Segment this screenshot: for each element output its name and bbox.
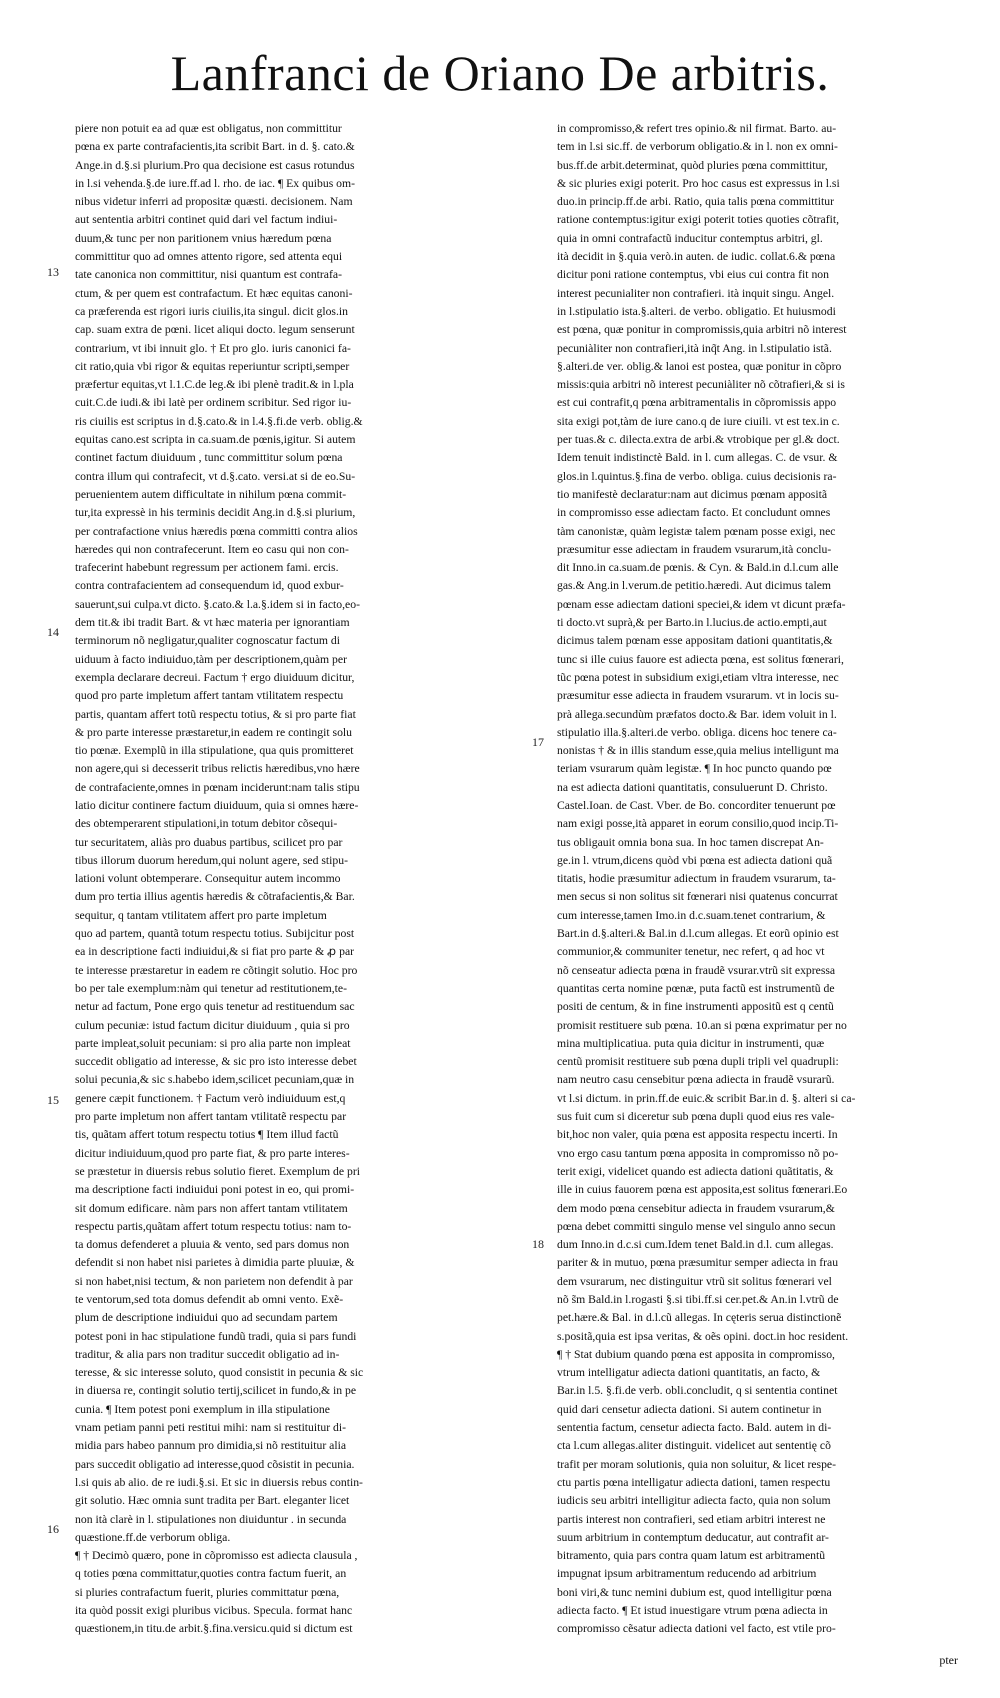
text-line: pœna ex parte contrafacientis,ita scribit Bart. in d. §. cato.&: [75, 140, 355, 154]
text-line: plum de descriptione indiuidui quo ad secundam partem: [75, 1311, 338, 1325]
text-line: latio dicitur continere factum diuiduum, quia si omnes hære-: [75, 798, 359, 812]
text-line: hæredes qui non contrafecerunt. Item eo casu qui non con-: [75, 542, 349, 556]
text-line: ratione contemptus:igitur exigi poterit toties quoties cõtrafit,: [557, 213, 840, 227]
text-line: pro parte impletum non affert tantam vtilitatẽ respectu par: [75, 1110, 347, 1124]
margin-number-17: 17: [532, 735, 544, 749]
text-line: sententia factum, censetur adiecta facto. Bald. autem in di-: [557, 1421, 832, 1435]
text-line: nõ s̃m Bald.in l.rogasti §.si tibi.ff.si cer.pet.& An.in l.vtrũ de: [557, 1293, 839, 1306]
text-line: dicitur poni ratione contemptus, vbi eius cui contra fit non: [557, 268, 829, 282]
text-line: si pluries contrafactum fuerit, pluries committatur pœna,: [75, 1585, 340, 1599]
text-line: partis, quantam affert totũ respectu totius, & si pro parte fiat: [75, 707, 356, 721]
text-line: Ange.in d.§.si plurium.Pro qua decisione est casus rotundus: [75, 158, 355, 172]
text-line: quæstionem,in titu.de arbit.§.fina.versicu.quid si dictum est: [75, 1622, 353, 1636]
text-line: trafit per moram solutionis, quia non soluitur, & licet respe-: [557, 1457, 836, 1471]
text-line: nam neutro casu censebitur pœna adiecta in fraudẽ vsurarũ.: [557, 1073, 835, 1087]
text-line: nõ censeatur adiecta pœna in fraudẽ vsurar.vtrũ sit expressa: [557, 963, 836, 977]
text-line: vt l.si dictum. in prin.ff.de euic.& scribit Bar.in d. §. alteri si ca-: [557, 1091, 856, 1105]
text-line: ca præferenda est rigori iuris ciuilis,ita singul. dicit glos.in: [75, 304, 348, 318]
text-line: continet factum diuiduum , tunc committitur solum pœna: [75, 451, 343, 465]
text-line: tis, quãtam affert totum respectu totius ¶ Item illud factũ: [75, 1128, 339, 1142]
text-line: nibus videtur inferri ad propositæ quæsti. decisionem. Nam: [75, 195, 353, 209]
text-line: quo ad partem, quantã totum respectu totius. Subijcitur post: [75, 927, 355, 941]
text-line: interest pecunialiter non contrafieri. ità inquit singu. Angel.: [557, 286, 835, 300]
text-line: quantitas certa nomine pœnæ, puta factũ est instrumentũ de: [557, 981, 835, 995]
text-line: tur securitatem, aliàs pro duabus partibus, scilicet pro par: [75, 835, 343, 849]
text-line: tem in l.si sic.ff. de verborum obligatio.& in l. non ex omni-: [557, 140, 838, 154]
text-line: contra illum qui contrafecit, vt d.§.cato. versi.at si de eo.Su-: [75, 469, 356, 483]
text-line: centũ promisit restituere sub pœna dupli tripli vel quadrupli:: [557, 1055, 839, 1069]
text-line: est cui contrafit,q pœna arbitramentalis in cõpromissis appo: [557, 396, 837, 410]
text-line: dem vsurarum, nec distinguitur vtrũ sit solitus fœnerari vel: [557, 1274, 832, 1288]
text-line: compromisso cẽsatur adiecta dationi vel facto, est vtile pro-: [557, 1622, 836, 1636]
text-line: ità decidit in §.quia verò.in auten. de iudic. collat.6.& pœna: [557, 250, 836, 264]
text-line: impugnat ipsum arbitramentum reducendo ad arbitrium: [557, 1567, 817, 1581]
text-line: & pro parte interesse præstaretur,in eadem re contingit solu: [75, 725, 353, 739]
text-line: titatis, hodie præsumitur adiectum in fraudem vsurarum, ta-: [557, 872, 836, 886]
text-line: defendit si non habet nisi parietes à dimidia parte pluuiæ, &: [75, 1256, 355, 1270]
text-line: ris ciuilis est scriptus in d.§.cato.& in l.4.§.fi.de verb. oblig.&: [75, 414, 363, 428]
text-line: ctu partis pœna intelligatur adiecta dationi, tamen respectu: [557, 1475, 831, 1489]
text-line: cum interesse,tamen Imo.in d.c.suam.tenet contrarium, &: [557, 908, 826, 922]
text-line: exempla declarare decreui. Factum † ergo diuiduum dicitur,: [75, 670, 355, 684]
text-line: se præstetur in diuersis rebus solutio fieret. Exemplum de pri: [75, 1164, 360, 1178]
text-line: ¶ † Stat dubium quando pœna est apposita in compromisso,: [557, 1347, 835, 1361]
text-line: genere cæpit functionem. † Factum verò indiuiduum est,q: [75, 1091, 346, 1105]
text-line: aut sententia arbitri continet quid dari vel factum indiui-: [75, 213, 338, 227]
text-line: promisit restituere sub pœna. 10.an si pœna exprimatur per no: [557, 1018, 847, 1032]
text-line: ma descriptione facti indiuidui poni potest in eo, qui promi-: [75, 1183, 355, 1197]
text-line: teresse, & sic interesse soluto, quod consistit in pecunia & sic: [75, 1366, 364, 1380]
text-line: q toties pœna committatur,quoties contra factum fuerit, an: [75, 1567, 347, 1581]
text-line: pœnam esse adiectam dationi speciei,& idem vt dicunt præfa-: [557, 597, 846, 611]
text-line: cit ratio,quia vbi rigor & equitas reperiuntur scripti,semper: [75, 359, 350, 373]
text-line: in diuersa re, contingit solutio tertij,scilicet in fundo,& in pe: [75, 1384, 357, 1398]
text-line: stipulatio illa.§.alteri.de verbo. obliga. dicens hoc tenere ca-: [557, 725, 837, 739]
text-line: des obtemperarent stipulationi,in totum debitor cõsequi-: [75, 817, 338, 831]
text-line: ille in cuius fauorem pœna est apposita,est solitus fœnerari.Eo: [557, 1183, 848, 1197]
text-line: §.alteri.de ver. oblig.& lanoi est postea, quæ ponitur in cõpro: [557, 359, 842, 373]
text-line: trafecerint habebunt regressum per actionem fami. ercis.: [75, 561, 339, 575]
text-line: quid dari censetur adiecta dationi. Si autem continetur in: [557, 1402, 822, 1416]
text-line: na est adiecta dationi quantitatis, consuluerunt D. Christo.: [557, 780, 828, 794]
text-line: duo.in princip.ff.de arbi. Ratio, quia talis pœna committitur: [557, 195, 834, 209]
text-line: sequitur, q tantam vtilitatem affert pro parte impletum: [75, 908, 327, 922]
text-line: in compromisso esse adiectam facto. Et concludunt omnes: [557, 506, 831, 520]
text-line: pet.hære.& Bal. in d.l.cũ allegas. In cęteris serua distinctionẽ: [557, 1311, 842, 1325]
text-line: tàm canonistæ, quàm legistæ talem pœnam posse exigi, nec: [557, 524, 836, 538]
text-line: tur,ita expressè in his terminis decidit Ang.in d.§.si plurium,: [75, 506, 356, 520]
margin-number-18: 18: [532, 1237, 544, 1251]
text-line: communior,& communiter tenetur, nec refert, q ad hoc vt: [557, 945, 825, 959]
text-line: quæstione.ff.de verborum obliga.: [75, 1530, 231, 1544]
text-line: potest poni in hac stipulatione fundũ tradi, quia si pars fundi: [75, 1329, 357, 1343]
text-line: per contrafactione vnius hæredis pœna committi contra alios: [75, 524, 358, 538]
text-line: ctum, & per quem est contrafactum. Et hæc equitas canoni-: [75, 286, 353, 300]
text-line: dicitur indiuiduum,quod pro parte fiat, & pro parte interes-: [75, 1146, 350, 1160]
text-line: nonistas † & in illis standum esse,quia melius intelligunt ma: [557, 744, 839, 758]
text-line: tus obligauit omnia bona sua. In hoc tamen discrepat An-: [557, 835, 824, 849]
text-line: terit exigi, videlicet quando est adiecta dationi quãtitatis, &: [557, 1164, 834, 1178]
margin-number-15: 15: [47, 1093, 59, 1107]
text-line: culum pecuniæ: istud factum dicitur diuiduum , quia si pro: [75, 1018, 350, 1032]
text-line: dum pro tertia illius agentis hæredis & cõtrafacientis,& Bar.: [75, 890, 355, 904]
text-line: pecuniàliter non contrafieri,ità inq̃t Ang. in l.stipulatio istã.: [557, 341, 832, 355]
text-line: te interesse præstaretur in eadem re cõtingit solutio. Hoc pro: [75, 963, 358, 977]
text-line: Bar.in l.5. §.fi.de verb. obli.concludit, q si sententia continet: [557, 1384, 838, 1398]
text-line: ea in descriptione facti indiuidui,& si fiat pro parte & ꝓ par: [75, 945, 355, 959]
text-line: sita exigi pot,tàm de iure cano.q de iure ciuili. vt est tex.in c.: [557, 414, 840, 428]
margin-number-16: 16: [47, 1522, 59, 1536]
text-line: men secus si non solitus sit fœnerari nisi quatenus concurrat: [557, 890, 838, 904]
text-line: piere non potuit ea ad quæ est obligatus, non committitur: [75, 122, 342, 135]
text-line: equitas cano.est scripta in ca.suam.de pœnis,igitur. Si autem: [75, 433, 356, 447]
text-line: de contrafaciente,omnes in pœnam inciderunt:nam talis stipu: [75, 780, 360, 794]
text-line: sit domum edificare. nàm pars non affert tantam vtilitatem: [75, 1201, 348, 1215]
text-line: Castel.Ioan. de Cast. Vber. de Bo. concorditer tenuerunt pœ: [557, 798, 836, 812]
text-line: glos.in l.quintus.§.fina de verbo. obliga. cuius decisionis ra-: [557, 469, 837, 483]
text-line: cta l.cum allegas.aliter distinguit. videlicet aut sententię cõ: [557, 1439, 831, 1453]
text-line: præsumitur esse adiecta in fraudem vsurarum. vt in locis su-: [557, 689, 839, 703]
text-line: peruenientem autem difficultate in nihilum pœna commit-: [75, 487, 347, 501]
text-line: adiecta facto. ¶ Et istud inuestigare vtrum pœna adiecta in: [557, 1604, 828, 1618]
text-line: pariter & in mutuo, pœna præsumitur semper adiecta in frau: [557, 1256, 839, 1270]
text-line: succedit obligatio ad interesse, & sic pro isto interesse debet: [75, 1055, 357, 1069]
margin-number-14: 14: [47, 625, 59, 639]
text-line: prà allega.secundùm præfatos docto.& Bar. idem voluit in l.: [557, 707, 837, 721]
text-line: boni viri,& tunc nemini dubium est, quod intelligitur pœna: [557, 1585, 832, 1599]
text-line: ti docto.vt suprà,& per Barto.in l.lucius.de actio.empti,aut: [557, 616, 827, 630]
text-line: si non habet,nisi tectum, & non parietem non defendit à par: [75, 1274, 353, 1288]
text-line: tũc pœna potest in subsidium exigi,etiam vltra interesse, nec: [557, 670, 839, 684]
text-line: ¶ † Decimò quæro, pone in cõpromisso est adiecta clausula ,: [75, 1549, 358, 1563]
text-line: quod pro parte impletum affert tantam vtilitatem respectu: [75, 689, 344, 703]
left-text-column: [75, 120, 530, 1639]
right-text-column: [557, 120, 957, 1639]
text-line: vtrum intelligatur adiecta dationi quantitatis, an facto, &: [557, 1366, 821, 1380]
text-line: suum arbitrium in contemptum deducatur, aut contrafit ar-: [557, 1530, 829, 1544]
text-line: git solutio. Hæc omnia sunt tradita per Bart. eleganter licet: [75, 1494, 350, 1508]
text-line: ge.in l. vtrum,dicens quòd vbi pœna est adiecta dationi quã: [557, 853, 833, 867]
text-line: non ità clarè in l. stipulationes non diuiduntur . in secunda: [75, 1512, 347, 1526]
text-line: teriam vsurarum quàm legistæ. ¶ In hoc puncto quando pœ: [557, 762, 832, 776]
text-line: tunc si ille cuius fauore est adiecta pœna, est solitus fœnerari,: [557, 652, 844, 666]
text-line: cuit.C.de iudi.& ibi latè per ordinem scribitur. Sed rigor iu-: [75, 396, 352, 410]
text-line: in l.si vehenda.§.de iure.ff.ad l. rho. de iac. ¶ Ex quibus om-: [75, 176, 355, 190]
text-line: dit Inno.in ca.suam.de pœnis. & Cyn. & Bald.in d.l.cum alle: [557, 561, 839, 575]
text-line: contra contrafacientem ad consequendum id, quod exbur-: [75, 579, 344, 593]
text-line: respectu partis,quãtam affert totum respectu totius: nam to-: [75, 1219, 352, 1233]
text-line: per tuas.& c. dilecta.extra de arbi.& vtrobique per gl.& doct.: [557, 433, 840, 447]
text-line: dem tit.& ibi tradit Bart. & vt hæc materia per ignorantiam: [75, 616, 350, 630]
text-line: tio manifestè declaratur:nam aut dicimus pœnam appositã: [557, 487, 828, 501]
text-line: sus fuit cum si diceretur sub pœna dupli quod eius res vale-: [557, 1110, 835, 1124]
text-line: te ventorum,sed tota domus defendit ab omni vento. Exẽ-: [75, 1293, 344, 1306]
page-title: Lanfranci de Oriano De arbitris.: [170, 45, 830, 101]
text-line: ta domus defenderet a pluuia & vento, sed pars domus non: [75, 1238, 350, 1252]
text-line: contrarium, vt ibi innuit glo. † Et pro glo. iuris canonici fa-: [75, 341, 351, 355]
text-line: ita quòd possit exigi pluribus vicibus. Specula. format hanc: [75, 1604, 353, 1618]
text-line: terminorum nõ negligatur,qualiter cognoscatur factum di: [75, 634, 341, 648]
text-line: præfertur equitas,vt l.1.C.de leg.& ibi plenè tradit.& in l.pla: [75, 378, 354, 392]
text-line: vno ergo casu tantum pœna apposita in compromisso nõ po-: [557, 1146, 839, 1160]
text-line: netur ad factum, Pone ergo quis tenetur ad restituendum sac: [75, 1000, 355, 1014]
text-line: vnam petiam panni peti restitui mihi: nam si restituitur di-: [75, 1421, 347, 1435]
text-line: non agere,qui si decesserit tribus relictis hæredibus,vno hære: [75, 762, 360, 776]
text-line: quia in omni contrafactũ inducitur contemptus arbitri, gl.: [557, 231, 823, 245]
text-line: parte impleat,soluit pecuniam: si pro alia parte non impleat: [75, 1036, 351, 1050]
text-line: cap. suam extra de pœni. licet aliqui docto. legum senserunt: [75, 323, 355, 337]
text-line: pars succedit obligatio ad interesse,quod cõsistit in pecunia.: [75, 1457, 355, 1471]
text-line: præsumitur esse adiectam in fraudem vsurarum,ità conclu-: [557, 542, 832, 556]
text-line: partis interest non contrafieri, sed etiam arbitri interest ne: [557, 1512, 826, 1526]
text-line: tio pœnæ. Exemplũ in illa stipulatione, qua quis promitteret: [75, 744, 354, 758]
text-line: nam exigi posse,ità apparet in eorum consilio,quod incip.Ti-: [557, 817, 839, 831]
text-line: dum Inno.in d.c.si cum.Idem tenet Bald.in d.l. cum allegas.: [557, 1238, 834, 1252]
text-line: Idem tenuit indistinctè Bald. in l. cum allegas. C. de vsur. &: [557, 451, 838, 465]
text-line: bo per tale exemplum:nàm qui tenetur ad restitutionem,te-: [75, 981, 347, 995]
text-line: gas.& Ang.in l.verum.de petitio.hæredi. Aut dicimus talem: [557, 579, 831, 593]
text-line: iudicis seu arbitri intelligitur adiecta facto, quia non solum: [557, 1494, 831, 1508]
text-line: mina multiplicatiua. puta quia dicitur in instrumenti, quæ: [557, 1036, 825, 1050]
margin-number-13: 13: [47, 265, 59, 279]
text-line: in compromisso,& refert tres opinio.& nil firmat. Barto. au-: [557, 122, 837, 135]
text-line: dicimus talem pœnam esse appositam dationi quantitatis,&: [557, 634, 833, 648]
text-line: traditur, & alia pars non traditur succedit obligatio ad in-: [75, 1347, 340, 1361]
text-line: tate canonica non committitur, nisi quantum est contrafa-: [75, 268, 342, 282]
text-line: & sic pluries exigi poterit. Pro hoc casus est expressus in l.si: [557, 176, 840, 190]
text-line: positi de centum, & in fine instrumenti appositũ est q centũ: [557, 1000, 834, 1014]
text-line: pœna debet committi singulo mense vel singulo anno secun: [557, 1219, 836, 1233]
text-line: Bart.in d.§.alteri.& Bal.in d.l.cum allegas. Et eorũ opinio est: [557, 927, 839, 941]
text-line: l.si quis ab alio. de re iudi.§.si. Et sic in diuersis rebus contin-: [75, 1475, 363, 1489]
text-line: cunia. ¶ Item potest poni exemplum in illa stipulatione: [75, 1402, 330, 1416]
text-line: solui pecunia,& sic s.habebo idem,scilicet pecuniam,quæ in: [75, 1073, 355, 1087]
text-line: est pœna, quæ ponitur in compromissis,quia arbitri nõ interest: [557, 323, 847, 337]
text-line: uiduum à facto indiuiduo,tàm per descriptionem,quàm per: [75, 652, 347, 666]
text-line: tibus illorum duorum heredum,qui nolunt agere, sed stipu-: [75, 853, 348, 867]
text-line: in l.stipulatio ista.§.alteri. de verbo. obligatio. Et huiusmodi: [557, 304, 836, 318]
text-line: bit,hoc non valer, quia pœna est apposita respectu incerti. In: [557, 1128, 838, 1142]
text-line: midia pars habeo pannum pro dimidia,si nõ restituitur alia: [75, 1439, 347, 1453]
text-line: sauerunt,sui culpa.vt dicto. §.cato.& l.a.§.idem si in facto,eo-: [75, 597, 360, 611]
text-line: lationi volunt obtemperare. Consequitur autem incommo: [75, 872, 341, 886]
text-line: dem modo pœna censebitur adiecta in fraudem vsurarum,&: [557, 1201, 835, 1215]
text-line: committitur quo ad omnes attento rigore, sed attenta equi: [75, 250, 343, 264]
text-line: bus.ff.de arbit.determinat, quòd pluries pœna committitur,: [557, 158, 828, 172]
catchword: pter: [939, 1653, 958, 1667]
text-line: s.positã,quia est ipsa veritas, & oẽs opini. doct.in hoc resident.: [557, 1329, 849, 1343]
text-line: bitramento, quia pars contra quam latum est arbitramentũ: [557, 1549, 826, 1563]
text-line: duum,& tunc per non paritionem vnius hæredum pœna: [75, 231, 332, 245]
text-line: missis:quia arbitri nõ interest pecuniàliter nõ cõtrafieri,& si is: [557, 378, 845, 392]
